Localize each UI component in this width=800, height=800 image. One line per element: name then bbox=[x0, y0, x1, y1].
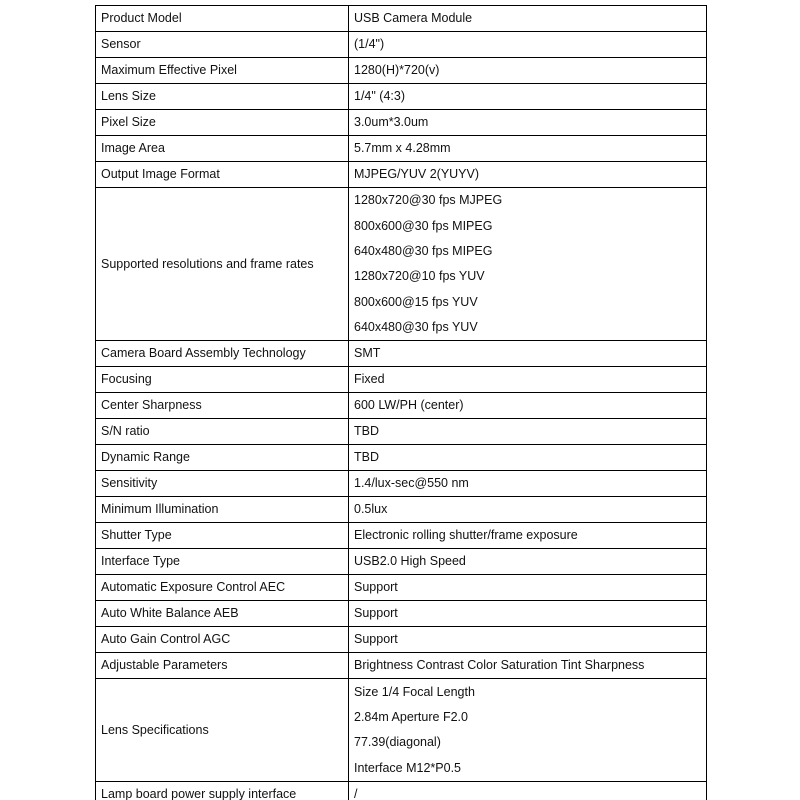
table-row bbox=[96, 497, 707, 523]
spec-label: Focusing bbox=[96, 367, 349, 393]
table-row bbox=[96, 188, 707, 341]
spec-value: 0.5lux bbox=[349, 497, 707, 523]
table-row bbox=[96, 471, 707, 497]
spec-label: Auto Gain Control AGC bbox=[96, 627, 349, 653]
table-row bbox=[96, 575, 707, 601]
spec-value: USB2.0 High Speed bbox=[349, 549, 707, 575]
spec-value: 3.0um*3.0um bbox=[349, 110, 707, 136]
spec-value: Support bbox=[349, 627, 707, 653]
table-row bbox=[96, 110, 707, 136]
spec-value bbox=[349, 188, 707, 341]
spec-sheet bbox=[95, 5, 707, 800]
spec-value: TBD bbox=[349, 445, 707, 471]
spec-label: S/N ratio bbox=[96, 419, 349, 445]
table-row bbox=[96, 445, 707, 471]
spec-value-line: 77.39(diagonal) bbox=[354, 735, 441, 750]
spec-label: Dynamic Range bbox=[96, 445, 349, 471]
table-row bbox=[96, 84, 707, 110]
spec-label: Supported resolutions and frame rates bbox=[96, 188, 349, 341]
table-row bbox=[96, 341, 707, 367]
table-row bbox=[96, 393, 707, 419]
spec-value: USB Camera Module bbox=[349, 6, 707, 32]
spec-table bbox=[95, 5, 707, 800]
spec-value: / bbox=[349, 781, 707, 800]
table-row bbox=[96, 58, 707, 84]
spec-label: Sensitivity bbox=[96, 471, 349, 497]
spec-value-line: Size 1/4 Focal Length bbox=[354, 684, 475, 699]
spec-label: Camera Board Assembly Technology bbox=[96, 341, 349, 367]
spec-value: 5.7mm x 4.28mm bbox=[349, 136, 707, 162]
spec-label: Image Area bbox=[96, 136, 349, 162]
spec-value-line: 640x480@30 fps MIPEG bbox=[354, 243, 493, 258]
spec-value: Fixed bbox=[349, 367, 707, 393]
table-row bbox=[96, 419, 707, 445]
spec-value: 1280(H)*720(v) bbox=[349, 58, 707, 84]
table-row bbox=[96, 781, 707, 800]
table-row bbox=[96, 162, 707, 188]
spec-value: Support bbox=[349, 575, 707, 601]
spec-label: Interface Type bbox=[96, 549, 349, 575]
spec-label: Output Image Format bbox=[96, 162, 349, 188]
spec-label: Maximum Effective Pixel bbox=[96, 58, 349, 84]
table-row bbox=[96, 653, 707, 679]
spec-value: 1/4" (4:3) bbox=[349, 84, 707, 110]
spec-value-line: 800x600@15 fps YUV bbox=[354, 294, 478, 309]
spec-label: Auto White Balance AEB bbox=[96, 601, 349, 627]
table-row bbox=[96, 523, 707, 549]
spec-label: Lamp board power supply interface bbox=[96, 781, 349, 800]
table-row bbox=[96, 601, 707, 627]
spec-label: Adjustable Parameters bbox=[96, 653, 349, 679]
spec-value-line: 1280x720@10 fps YUV bbox=[354, 269, 485, 284]
spec-label: Product Model bbox=[96, 6, 349, 32]
spec-label: Pixel Size bbox=[96, 110, 349, 136]
table-row bbox=[96, 627, 707, 653]
spec-label: Shutter Type bbox=[96, 523, 349, 549]
table-row bbox=[96, 136, 707, 162]
spec-value: 1.4/lux-sec@550 nm bbox=[349, 471, 707, 497]
spec-value-line: 2.84m Aperture F2.0 bbox=[354, 709, 468, 724]
spec-label: Minimum Illumination bbox=[96, 497, 349, 523]
spec-value: TBD bbox=[349, 419, 707, 445]
spec-value-line: Interface M12*P0.5 bbox=[354, 760, 462, 775]
spec-value: (1/4") bbox=[349, 32, 707, 58]
spec-value-line: 800x600@30 fps MIPEG bbox=[354, 218, 493, 233]
spec-label: Center Sharpness bbox=[96, 393, 349, 419]
spec-value: MJPEG/YUV 2(YUYV) bbox=[349, 162, 707, 188]
spec-value: Brightness Contrast Color Saturation Tint Sharpness bbox=[349, 653, 707, 679]
spec-value: Support bbox=[349, 601, 707, 627]
table-row bbox=[96, 549, 707, 575]
table-row bbox=[96, 679, 707, 782]
spec-value: SMT bbox=[349, 341, 707, 367]
spec-value bbox=[349, 679, 707, 782]
table-row bbox=[96, 6, 707, 32]
spec-value: 600 LW/PH (center) bbox=[349, 393, 707, 419]
spec-value-line: 1280x720@30 fps MJPEG bbox=[354, 193, 503, 208]
spec-value-line: 640x480@30 fps YUV bbox=[354, 320, 478, 335]
table-row bbox=[96, 367, 707, 393]
spec-label: Automatic Exposure Control AEC bbox=[96, 575, 349, 601]
spec-value: Electronic rolling shutter/frame exposure bbox=[349, 523, 707, 549]
spec-label: Lens Size bbox=[96, 84, 349, 110]
spec-label: Sensor bbox=[96, 32, 349, 58]
spec-label: Lens Specifications bbox=[96, 679, 349, 782]
table-row bbox=[96, 32, 707, 58]
